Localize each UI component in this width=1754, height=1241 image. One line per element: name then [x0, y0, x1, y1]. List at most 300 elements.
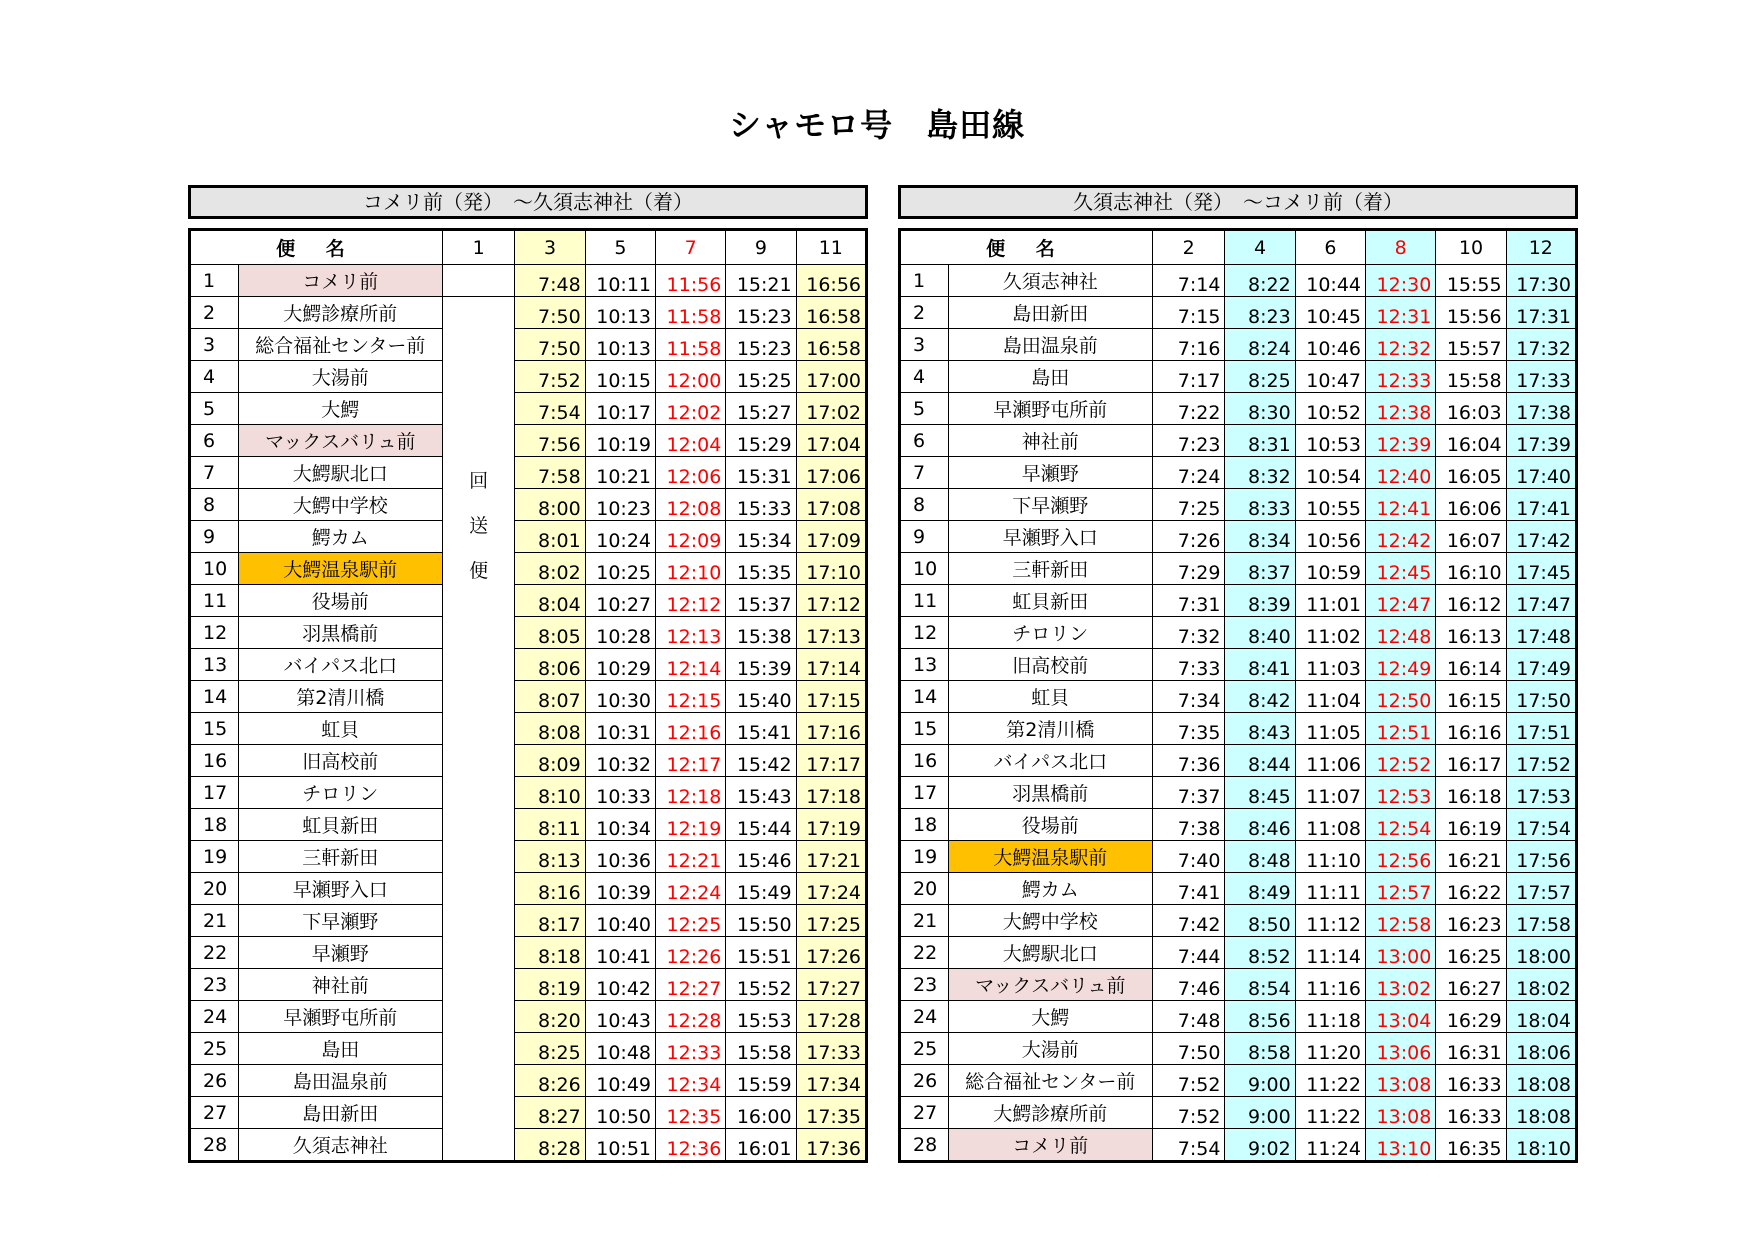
stop-number: 24 [190, 1001, 239, 1033]
time-cell: 17:00 [796, 361, 866, 393]
stop-name: 第2清川橋 [948, 713, 1152, 745]
time-cell: 12:58 [1366, 905, 1436, 937]
time-cell: 17:24 [796, 873, 866, 905]
time-cell: 12:31 [1366, 297, 1436, 329]
time-cell: 12:21 [656, 841, 726, 873]
time-cell: 8:05 [515, 617, 585, 649]
time-cell: 12:51 [1366, 713, 1436, 745]
table-row [190, 521, 867, 553]
time-cell: 11:58 [656, 297, 726, 329]
time-cell: 9:00 [1225, 1097, 1295, 1129]
time-cell: 7:16 [1152, 329, 1225, 361]
time-cell: 16:31 [1436, 1033, 1506, 1065]
time-cell: 8:46 [1225, 809, 1295, 841]
table-row [900, 393, 1577, 425]
table-row [190, 937, 867, 969]
time-cell: 12:04 [656, 425, 726, 457]
time-cell: 15:58 [1436, 361, 1506, 393]
time-cell: 12:27 [656, 969, 726, 1001]
time-cell: 8:07 [515, 681, 585, 713]
table-row [190, 361, 867, 393]
time-cell: 17:02 [796, 393, 866, 425]
table-row [190, 1097, 867, 1129]
table-row [900, 1033, 1577, 1065]
time-cell: 12:38 [1366, 393, 1436, 425]
stop-name: マックスバリュ前 [238, 425, 442, 457]
time-cell: 10:31 [585, 713, 655, 745]
outbound-timetable [188, 185, 868, 1163]
time-cell: 7:35 [1152, 713, 1225, 745]
time-cell: 15:35 [726, 553, 796, 585]
time-cell: 12:18 [656, 777, 726, 809]
time-cell: 15:58 [726, 1033, 796, 1065]
time-cell: 7:37 [1152, 777, 1225, 809]
time-cell: 17:48 [1506, 617, 1576, 649]
time-cell: 12:10 [656, 553, 726, 585]
stop-number: 26 [190, 1065, 239, 1097]
time-cell: 16:00 [726, 1097, 796, 1129]
stop-number: 11 [190, 585, 239, 617]
stop-number: 17 [900, 777, 949, 809]
time-cell: 11:22 [1295, 1097, 1365, 1129]
time-cell: 12:52 [1366, 745, 1436, 777]
time-cell: 13:10 [1366, 1129, 1436, 1162]
table-row [190, 649, 867, 681]
time-cell: 18:00 [1506, 937, 1576, 969]
time-cell: 17:18 [796, 777, 866, 809]
time-cell: 15:34 [726, 521, 796, 553]
time-cell: 10:34 [585, 809, 655, 841]
time-cell: 8:42 [1225, 681, 1295, 713]
time-cell: 16:25 [1436, 937, 1506, 969]
time-cell: 11:07 [1295, 777, 1365, 809]
stop-name: 早瀬野入口 [948, 521, 1152, 553]
time-cell: 8:19 [515, 969, 585, 1001]
time-cell: 10:53 [1295, 425, 1365, 457]
bin-number: 2 [1152, 230, 1225, 265]
time-cell: 8:00 [515, 489, 585, 521]
time-cell: 8:44 [1225, 745, 1295, 777]
time-cell: 17:34 [796, 1065, 866, 1097]
time-cell: 15:50 [726, 905, 796, 937]
time-cell: 12:35 [656, 1097, 726, 1129]
time-cell: 15:33 [726, 489, 796, 521]
time-cell: 12:57 [1366, 873, 1436, 905]
time-cell: 8:49 [1225, 873, 1295, 905]
stop-name: 役場前 [238, 585, 442, 617]
stop-name: 鰐カム [238, 521, 442, 553]
time-cell: 13:08 [1366, 1097, 1436, 1129]
table-row [900, 745, 1577, 777]
time-cell: 17:57 [1506, 873, 1576, 905]
table-row [190, 841, 867, 873]
time-cell: 17:38 [1506, 393, 1576, 425]
time-cell: 15:23 [726, 329, 796, 361]
time-cell: 8:58 [1225, 1033, 1295, 1065]
time-cell: 15:29 [726, 425, 796, 457]
header-row [900, 230, 1577, 265]
time-cell: 18:08 [1506, 1065, 1576, 1097]
stop-name: 久須志神社 [238, 1129, 442, 1162]
time-cell: 12:12 [656, 585, 726, 617]
time-cell: 17:52 [1506, 745, 1576, 777]
stop-number: 14 [900, 681, 949, 713]
time-cell: 7:25 [1152, 489, 1225, 521]
table-row [900, 1129, 1577, 1162]
table-row [900, 425, 1577, 457]
table-row [900, 681, 1577, 713]
stop-name: 大湯前 [948, 1033, 1152, 1065]
time-cell: 13:02 [1366, 969, 1436, 1001]
stop-number: 2 [900, 297, 949, 329]
table-row [190, 777, 867, 809]
time-cell: 8:27 [515, 1097, 585, 1129]
table-row [900, 553, 1577, 585]
time-cell: 7:38 [1152, 809, 1225, 841]
time-cell: 10:54 [1295, 457, 1365, 489]
time-cell: 10:47 [1295, 361, 1365, 393]
time-cell: 17:54 [1506, 809, 1576, 841]
stop-number: 1 [900, 265, 949, 297]
time-cell: 17:27 [796, 969, 866, 1001]
stop-number: 5 [900, 393, 949, 425]
stop-name: 大鰐中学校 [238, 489, 442, 521]
time-cell: 7:54 [1152, 1129, 1225, 1162]
table-row [900, 713, 1577, 745]
time-cell: 17:42 [1506, 521, 1576, 553]
time-cell: 12:41 [1366, 489, 1436, 521]
time-cell: 8:25 [515, 1033, 585, 1065]
time-cell: 12:14 [656, 649, 726, 681]
stop-number: 6 [900, 425, 949, 457]
stop-name: チロリン [948, 617, 1152, 649]
time-cell: 16:01 [726, 1129, 796, 1162]
stop-number: 26 [900, 1065, 949, 1097]
time-cell: 17:28 [796, 1001, 866, 1033]
time-cell: 12:48 [1366, 617, 1436, 649]
table-row [900, 1097, 1577, 1129]
time-cell: 15:57 [1436, 329, 1506, 361]
time-cell: 10:39 [585, 873, 655, 905]
time-cell: 8:17 [515, 905, 585, 937]
time-cell: 7:52 [1152, 1097, 1225, 1129]
time-cell: 16:22 [1436, 873, 1506, 905]
time-cell: 10:30 [585, 681, 655, 713]
stop-number: 27 [190, 1097, 239, 1129]
stop-number: 16 [190, 745, 239, 777]
time-cell: 8:13 [515, 841, 585, 873]
stop-name: 早瀬野屯所前 [948, 393, 1152, 425]
route-header: 久須志神社（発） ～コメリ前（着） [898, 185, 1578, 219]
stop-number: 7 [900, 457, 949, 489]
time-cell: 12:34 [656, 1065, 726, 1097]
stop-name: 大鰐診療所前 [238, 297, 442, 329]
time-cell: 13:04 [1366, 1001, 1436, 1033]
time-cell: 17:16 [796, 713, 866, 745]
stop-name: 虹貝 [238, 713, 442, 745]
time-cell: 8:39 [1225, 585, 1295, 617]
time-cell: 7:44 [1152, 937, 1225, 969]
stop-number: 3 [900, 329, 949, 361]
table-row [900, 969, 1577, 1001]
stop-number: 18 [190, 809, 239, 841]
table-row [900, 809, 1577, 841]
table-row [900, 329, 1577, 361]
time-cell: 7:22 [1152, 393, 1225, 425]
time-cell: 17:51 [1506, 713, 1576, 745]
table-row [900, 521, 1577, 553]
table-row [900, 1001, 1577, 1033]
time-cell: 7:34 [1152, 681, 1225, 713]
time-cell: 10:43 [585, 1001, 655, 1033]
table-row [190, 873, 867, 905]
stop-name: 総合福祉センター前 [948, 1065, 1152, 1097]
stop-number: 17 [190, 777, 239, 809]
time-cell: 10:25 [585, 553, 655, 585]
stop-name: 大鰐温泉駅前 [238, 553, 442, 585]
time-cell: 8:22 [1225, 265, 1295, 297]
stop-number: 15 [900, 713, 949, 745]
time-cell: 8:23 [1225, 297, 1295, 329]
time-cell: 7:31 [1152, 585, 1225, 617]
time-cell: 17:53 [1506, 777, 1576, 809]
time-cell: 10:13 [585, 297, 655, 329]
time-cell: 12:08 [656, 489, 726, 521]
table-row [190, 585, 867, 617]
time-cell: 8:01 [515, 521, 585, 553]
time-cell: 16:17 [1436, 745, 1506, 777]
stop-number: 23 [190, 969, 239, 1001]
stop-name: 島田 [948, 361, 1152, 393]
table-row [190, 489, 867, 521]
time-cell: 7:33 [1152, 649, 1225, 681]
stop-name: 大鰐診療所前 [948, 1097, 1152, 1129]
bin-name-header: 便 名 [190, 230, 443, 265]
time-cell: 11:18 [1295, 1001, 1365, 1033]
stop-name: 鰐カム [948, 873, 1152, 905]
table-row [190, 1065, 867, 1097]
table-row [190, 393, 867, 425]
stop-name: 役場前 [948, 809, 1152, 841]
stop-number: 4 [900, 361, 949, 393]
time-cell: 10:55 [1295, 489, 1365, 521]
time-cell: 10:23 [585, 489, 655, 521]
time-cell: 12:30 [1366, 265, 1436, 297]
time-cell: 8:24 [1225, 329, 1295, 361]
stop-name: 総合福祉センター前 [238, 329, 442, 361]
stop-number: 2 [190, 297, 239, 329]
time-cell: 18:02 [1506, 969, 1576, 1001]
time-cell: 17:47 [1506, 585, 1576, 617]
time-cell: 17:19 [796, 809, 866, 841]
bin-name-header: 便 名 [900, 230, 1153, 265]
time-cell: 10:41 [585, 937, 655, 969]
stop-number: 12 [190, 617, 239, 649]
stop-name: 下早瀬野 [948, 489, 1152, 521]
time-cell: 8:40 [1225, 617, 1295, 649]
stop-number: 5 [190, 393, 239, 425]
time-cell: 16:35 [1436, 1129, 1506, 1162]
time-cell: 17:33 [796, 1033, 866, 1065]
time-cell: 10:19 [585, 425, 655, 457]
time-cell: 16:16 [1436, 713, 1506, 745]
time-cell: 16:07 [1436, 521, 1506, 553]
time-cell: 16:12 [1436, 585, 1506, 617]
time-cell: 8:16 [515, 873, 585, 905]
time-cell: 7:48 [1152, 1001, 1225, 1033]
time-cell: 17:32 [1506, 329, 1576, 361]
time-cell: 12:53 [1366, 777, 1436, 809]
time-cell: 11:05 [1295, 713, 1365, 745]
time-cell: 12:50 [1366, 681, 1436, 713]
deadhead-note: 回 送 便 [442, 297, 515, 1162]
route-header: コメリ前（発） ～久須志神社（着） [188, 185, 868, 219]
table-row [190, 905, 867, 937]
time-cell: 18:04 [1506, 1001, 1576, 1033]
stop-number: 25 [190, 1033, 239, 1065]
stop-number: 24 [900, 1001, 949, 1033]
time-cell: 15:49 [726, 873, 796, 905]
stop-name: 神社前 [948, 425, 1152, 457]
time-cell: 17:06 [796, 457, 866, 489]
table-row [900, 1065, 1577, 1097]
time-cell: 12:09 [656, 521, 726, 553]
time-cell: 11:16 [1295, 969, 1365, 1001]
stop-number: 22 [900, 937, 949, 969]
stop-number: 9 [900, 521, 949, 553]
table-row [190, 265, 867, 297]
time-cell: 15:21 [726, 265, 796, 297]
stop-name: 大鰐 [948, 1001, 1152, 1033]
stop-number: 19 [900, 841, 949, 873]
stop-number: 12 [900, 617, 949, 649]
time-cell: 15:52 [726, 969, 796, 1001]
stop-number: 23 [900, 969, 949, 1001]
stop-name: 大鰐 [238, 393, 442, 425]
time-cell: 11:04 [1295, 681, 1365, 713]
time-cell: 7:42 [1152, 905, 1225, 937]
time-cell: 10:42 [585, 969, 655, 1001]
stop-number: 8 [900, 489, 949, 521]
time-cell: 7:24 [1152, 457, 1225, 489]
stop-name: 早瀬野入口 [238, 873, 442, 905]
time-cell: 11:02 [1295, 617, 1365, 649]
stop-number: 10 [900, 553, 949, 585]
time-cell: 16:27 [1436, 969, 1506, 1001]
stop-number: 8 [190, 489, 239, 521]
time-cell: 15:55 [1436, 265, 1506, 297]
stop-name: チロリン [238, 777, 442, 809]
time-cell: 7:58 [515, 457, 585, 489]
time-cell: 10:21 [585, 457, 655, 489]
time-cell: 8:26 [515, 1065, 585, 1097]
time-cell: 17:13 [796, 617, 866, 649]
time-cell: 17:49 [1506, 649, 1576, 681]
stop-name: マックスバリュ前 [948, 969, 1152, 1001]
stop-number: 13 [190, 649, 239, 681]
time-cell: 11:24 [1295, 1129, 1365, 1162]
stop-number: 10 [190, 553, 239, 585]
stop-number: 25 [900, 1033, 949, 1065]
time-cell: 7:52 [515, 361, 585, 393]
time-cell: 10:59 [1295, 553, 1365, 585]
table-row [900, 297, 1577, 329]
time-cell: 16:29 [1436, 1001, 1506, 1033]
table-row [190, 329, 867, 361]
time-cell: 10:29 [585, 649, 655, 681]
stop-name: 虹貝 [948, 681, 1152, 713]
stop-name: 第2清川橋 [238, 681, 442, 713]
stop-number: 1 [190, 265, 239, 297]
time-cell: 17:26 [796, 937, 866, 969]
table-row [900, 265, 1577, 297]
stop-name: 神社前 [238, 969, 442, 1001]
stop-name: 早瀬野 [238, 937, 442, 969]
time-cell: 15:40 [726, 681, 796, 713]
stop-number: 14 [190, 681, 239, 713]
time-cell: 12:15 [656, 681, 726, 713]
stop-name: 島田新田 [238, 1097, 442, 1129]
table-row [900, 937, 1577, 969]
stop-name: 虹貝新田 [238, 809, 442, 841]
time-cell: 15:53 [726, 1001, 796, 1033]
time-cell: 8:37 [1225, 553, 1295, 585]
time-cell: 13:06 [1366, 1033, 1436, 1065]
stop-name: 島田新田 [948, 297, 1152, 329]
stop-name: 羽黒橋前 [948, 777, 1152, 809]
table-row [900, 777, 1577, 809]
time-cell: 10:27 [585, 585, 655, 617]
bin-number: 11 [796, 230, 866, 265]
time-cell: 10:52 [1295, 393, 1365, 425]
time-cell: 8:28 [515, 1129, 585, 1162]
time-cell: 16:58 [796, 329, 866, 361]
time-cell: 12:42 [1366, 521, 1436, 553]
time-cell: 15:59 [726, 1065, 796, 1097]
time-cell: 16:18 [1436, 777, 1506, 809]
table-row [900, 617, 1577, 649]
stop-name: 三軒新田 [948, 553, 1152, 585]
time-cell: 10:48 [585, 1033, 655, 1065]
bin-number: 7 [656, 230, 726, 265]
time-cell: 7:32 [1152, 617, 1225, 649]
stop-name: 島田温泉前 [238, 1065, 442, 1097]
table-row [190, 1033, 867, 1065]
time-cell: 8:18 [515, 937, 585, 969]
table-row [190, 1001, 867, 1033]
stop-number: 16 [900, 745, 949, 777]
time-cell: 9:02 [1225, 1129, 1295, 1162]
time-cell: 7:40 [1152, 841, 1225, 873]
bin-1-empty-cell [442, 265, 515, 297]
table-row [190, 457, 867, 489]
time-cell: 15:23 [726, 297, 796, 329]
time-cell: 10:28 [585, 617, 655, 649]
time-cell: 18:06 [1506, 1033, 1576, 1065]
time-cell: 7:29 [1152, 553, 1225, 585]
table-row [190, 969, 867, 1001]
time-cell: 11:03 [1295, 649, 1365, 681]
time-cell: 12:19 [656, 809, 726, 841]
time-cell: 7:54 [515, 393, 585, 425]
time-cell: 16:56 [796, 265, 866, 297]
time-cell: 17:14 [796, 649, 866, 681]
bin-number: 1 [442, 230, 515, 265]
time-cell: 8:09 [515, 745, 585, 777]
stop-number: 7 [190, 457, 239, 489]
table-row [900, 361, 1577, 393]
stop-name: コメリ前 [948, 1129, 1152, 1162]
